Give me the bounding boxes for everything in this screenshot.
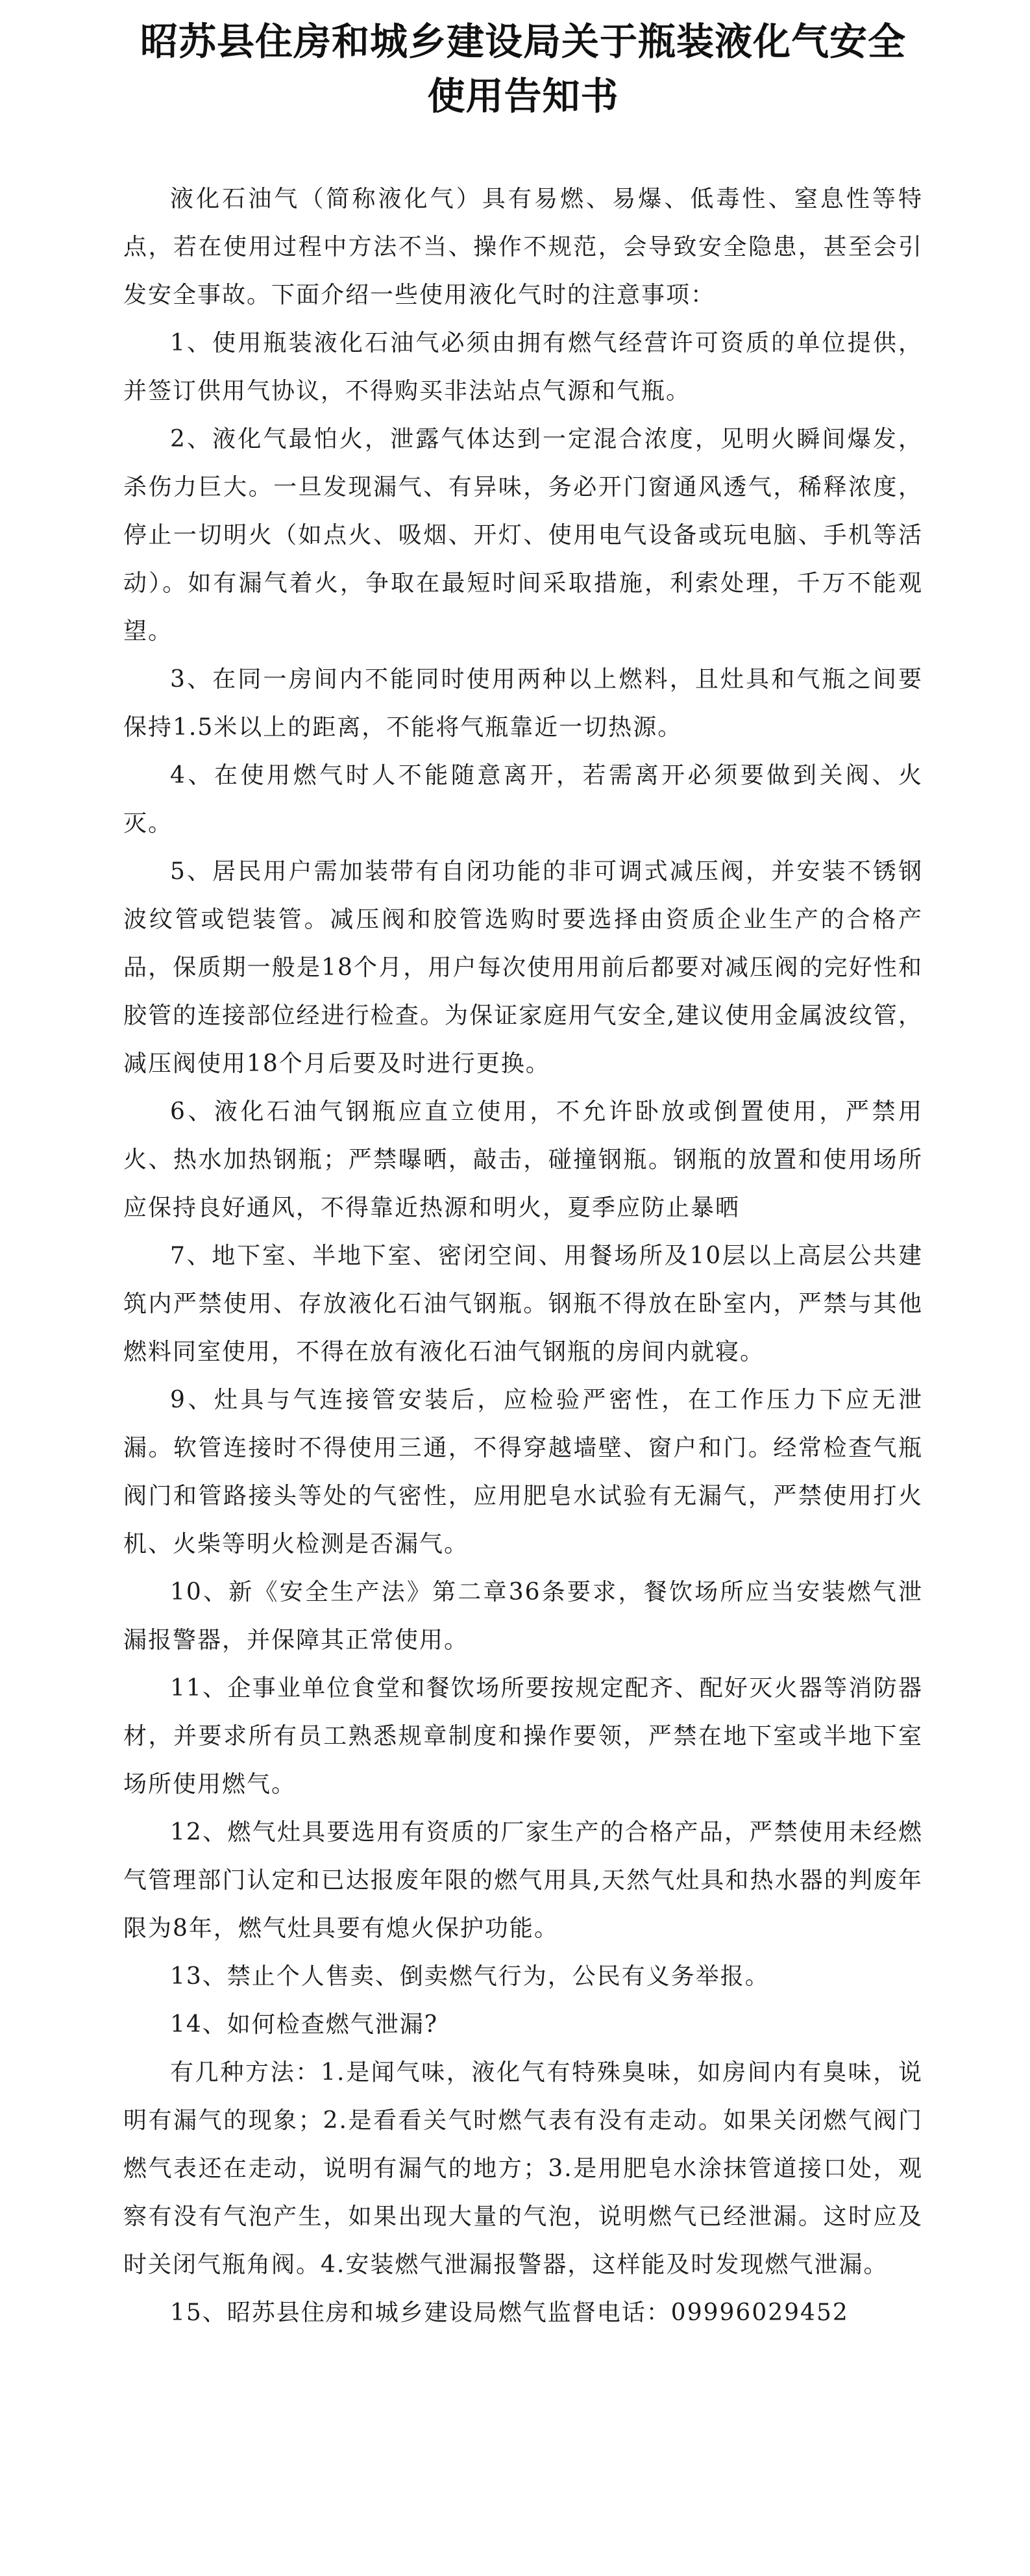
item-13-paragraph: 13、禁止个人售卖、倒卖燃气行为，公民有义务举报。 <box>170 1963 770 1990</box>
item-14-methods-paragraph: 有几种方法：1.是闻气味，液化气有特殊臭味，如房间内有臭味，说明有漏气的现象；2.是看看关气时燃气表有没有走动。如果关闭燃气阀门燃气表还在走动，说明有漏气的地方；3.是用肥皂水涂抹管道接口处，观察有没有气泡产生，如果出现大量的气泡，说明燃气已经泄漏。这时应及时关闭气瓶角阀。4.安装燃气泄漏报警器，这样能及时发现燃气泄漏。 <box>123 2059 923 2278</box>
item-2-paragraph: 2、液化气最怕火，泄露气体达到一定混合浓度，见明火瞬间爆发，杀伤力巨大。一旦发现漏气、有异味，务必开门窗通风透气，稀释浓度，停止一切明火（如点火、吸烟、开灯、使用电气设备或玩电脑、手机等活动）。如有漏气着火，争取在最短时间采取措施，利索处理，千万不能观望。 <box>123 426 923 645</box>
item-7-paragraph: 7、地下室、半地下室、密闭空间、用餐场所及10层以上高层公共建筑内严禁使用、存放液化石油气钢瓶。钢瓶不得放在卧室内，严禁与其他燃料同室使用，不得在放有液化石油气钢瓶的房间内就寝。 <box>123 1243 923 1365</box>
item-9-paragraph: 9、灶具与气连接管安装后，应检验严密性，在工作压力下应无泄漏。软管连接时不得使用三通，不得穿越墙壁、窗户和门。经常检查气瓶阀门和管路接头等处的气密性，应用肥皂水试验有无漏气，严禁使用打火机、火柴等明火检测是否漏气。 <box>123 1387 923 1557</box>
intro-paragraph: 液化石油气（简称液化气）具有易燃、易爆、低毒性、窒息性等特点，若在使用过程中方法不当、操作不规范，会导致安全隐患，甚至会引发安全事故。下面介绍一些使用液化气时的注意事项： <box>123 186 923 308</box>
item-4-paragraph: 4、在使用燃气时人不能随意离开，若需离开必须要做到关阀、火灭。 <box>123 762 923 837</box>
item-6-paragraph: 6、液化石油气钢瓶应直立使用，不允许卧放或倒置使用，严禁用火、热水加热钢瓶；严禁曝晒，敲击，碰撞钢瓶。钢瓶的放置和使用场所应保持良好通风，不得靠近热源和明火，夏季应防止暴晒 <box>123 1098 923 1221</box>
item-15-hotline-paragraph: 15、昭苏县住房和城乡建设局燃气监督电话：09996029452 <box>170 2299 849 2326</box>
item-1-paragraph: 1、使用瓶装液化石油气必须由拥有燃气经营许可资质的单位提供，并签订供用气协议，不得购买非法站点气源和气瓶。 <box>123 330 923 404</box>
item-12-paragraph: 12、燃气灶具要选用有资质的厂家生产的合格产品，严禁使用未经燃气管理部门认定和已达报废年限的燃气用具,天然气灶具和热水器的判废年限为8年，燃气灶具要有熄火保护功能。 <box>123 1819 923 1942</box>
title-line-2: 使用告知书 <box>427 74 619 118</box>
item-5-paragraph: 5、居民用户需加装带有自闭功能的非可调式减压阀，并安装不锈钢波纹管或铠装管。减压阀和胶管选购时要选择由资质企业生产的合格产品，保质期一般是18个月，用户每次使用用前后都要对减压阀的完好性和胶管的连接部位经进行检查。为保证家庭用气安全,建议使用金属波纹管，减压阀使用18个月后要及时进行更换。 <box>123 858 923 1077</box>
item-14-heading: 14、如何检查燃气泄漏? <box>170 2011 439 2038</box>
document-body <box>123 175 923 2337</box>
title-line-1: 昭苏县住房和城乡建设局关于瓶装液化气安全 <box>140 19 906 64</box>
item-11-paragraph: 11、企事业单位食堂和餐饮场所要按规定配齐、配好灭火器等消防器材，并要求所有员工熟悉规章制度和操作要领，严禁在地下室或半地下室场所使用燃气。 <box>123 1675 923 1798</box>
item-10-paragraph: 10、新《安全生产法》第二章36条要求，餐饮场所应当安装燃气泄漏报警器，并保障其正常使用。 <box>123 1579 923 1653</box>
item-3-paragraph: 3、在同一房间内不能同时使用两种以上燃料，且灶具和气瓶之间要保持1.5米以上的距离，不能将气瓶靠近一切热源。 <box>123 666 923 741</box>
document-title <box>123 14 923 123</box>
